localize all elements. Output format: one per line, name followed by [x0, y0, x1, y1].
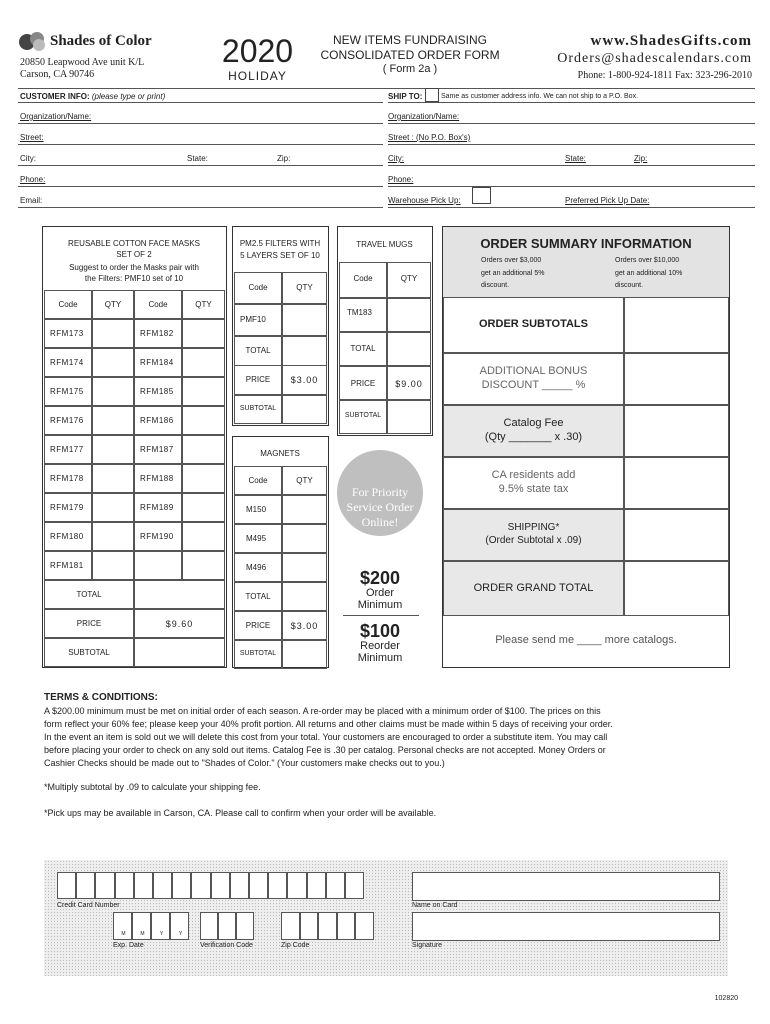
magnets-qty-header: QTY	[296, 476, 313, 485]
masks-qty-input[interactable]	[92, 551, 134, 580]
warehouse-pickup-checkbox[interactable]	[472, 187, 491, 204]
masks-qty-header: QTY	[104, 300, 122, 309]
ship-phone-field[interactable]	[388, 186, 755, 187]
pickup-date-field[interactable]	[388, 207, 755, 208]
phone-fax: Phone: 1-800-924-1811 Fax: 323-296-2010	[577, 70, 752, 81]
warehouse-pickup-label: Warehouse Pick Up:	[388, 196, 461, 205]
customer-state-label: State:	[187, 154, 208, 163]
credit-card-digit-box[interactable]	[191, 872, 210, 899]
order-subtotals-value[interactable]	[624, 297, 729, 353]
zip-digit-box[interactable]	[318, 912, 337, 940]
filters-total-value[interactable]	[282, 336, 327, 366]
mugs-total-label: TOTAL	[350, 344, 376, 353]
customer-street-field[interactable]	[18, 144, 383, 145]
same-as-label: Same as customer address info. We can not ship to a P.O. Box.	[441, 93, 639, 100]
zip-digit-box[interactable]	[281, 912, 300, 940]
bonus-a-line-1: Orders over $3,000	[481, 257, 542, 264]
magnets-subtotal-label: SUBTOTAL	[239, 650, 277, 657]
verification-digit-box[interactable]	[200, 912, 218, 940]
bonus-a-line-3: discount.	[481, 282, 510, 289]
minimum-divider	[343, 615, 419, 616]
magnets-total-value-cell[interactable]	[282, 582, 327, 611]
signature-label: Signature	[412, 942, 442, 949]
customer-email-label: Email:	[20, 196, 43, 205]
form-title-2: CONSOLIDATED ORDER FORM	[320, 48, 500, 62]
order-minimum-label-2: Minimum	[357, 599, 403, 611]
masks-qty-input[interactable]	[182, 406, 225, 435]
shipping-label: SHIPPING*	[507, 522, 560, 533]
ca-tax-label: 9.5% state tax	[498, 483, 569, 495]
mugs-title: TRAVEL MUGS	[356, 240, 413, 249]
customer-info-hint: (please type or print)	[91, 92, 166, 101]
grand-total-label: ORDER GRAND TOTAL	[473, 581, 594, 594]
masks-code-header: Code	[58, 300, 78, 309]
order-subtotals-label: ORDER SUBTOTALS	[479, 318, 588, 330]
credit-card-digit-box[interactable]	[211, 872, 230, 899]
zip-code-label: Zip Code	[281, 942, 310, 949]
customer-city-field[interactable]	[18, 165, 383, 166]
company-address-2: Carson, CA 90746	[20, 69, 95, 80]
mugs-qty-input[interactable]	[387, 298, 431, 332]
form-title-1: NEW ITEMS FUNDRAISING	[332, 33, 487, 47]
verification-digit-box[interactable]	[218, 912, 236, 940]
masks-item-code: RFM184	[140, 358, 174, 367]
mugs-subtotal-value[interactable]	[387, 400, 431, 434]
exp-date-box[interactable]	[151, 912, 170, 940]
filters-qty-header: QTY	[296, 283, 313, 292]
magnets-qty-input[interactable]	[282, 524, 327, 553]
masks-qty-input[interactable]	[92, 406, 134, 435]
terms-pickup-note: *Pick ups may be available in Carson, CA. Please call to confirm when your order will be available.	[44, 808, 437, 818]
masks-item-code: RFM189	[140, 503, 174, 512]
credit-card-digit-box[interactable]	[172, 872, 191, 899]
ship-zip-label: Zip:	[634, 154, 648, 163]
customer-organization-label: Organization/Name:	[20, 112, 92, 121]
terms-line: before placing your order to check on any sold out items. Catalog Fee is .30 per catalog. Personal checks are not accepted. Money Orders or	[44, 745, 606, 755]
reorder-minimum-label-2: Minimum	[357, 652, 403, 664]
filters-subtotal-label: SUBTOTAL	[239, 405, 277, 412]
ship-city-field[interactable]	[388, 165, 755, 166]
shipping-label: (Order Subtotal x .09)	[485, 535, 582, 546]
name-on-card-field[interactable]	[412, 872, 720, 901]
logo-text: Shades of Color	[50, 33, 152, 49]
masks-item-code: RFM187	[140, 445, 174, 454]
masks-item-code: RFM178	[50, 474, 84, 483]
masks-qty-input[interactable]	[92, 522, 134, 551]
masks-item-code: RFM180	[50, 532, 84, 541]
grand-total-value[interactable]	[624, 561, 729, 616]
logo	[18, 30, 188, 54]
header-divider	[18, 88, 755, 89]
form-code: ( Form 2a )	[382, 63, 438, 75]
summary-title: ORDER SUMMARY INFORMATION	[480, 236, 692, 251]
bonus-b-line-2: get an additional 10%	[615, 270, 683, 277]
masks-item-code: RFM181	[50, 561, 84, 570]
mugs-subtotal-label: SUBTOTAL	[344, 412, 382, 419]
magnets-qty-input[interactable]	[282, 495, 327, 524]
masks-total-label: TOTAL	[76, 590, 102, 599]
exp-date-box[interactable]	[170, 912, 189, 940]
divider	[388, 102, 755, 103]
masks-item-code: RFM179	[50, 503, 84, 512]
same-as-checkbox[interactable]	[425, 88, 439, 102]
exp-date-letter: M	[121, 931, 126, 937]
masks-qty-input[interactable]	[182, 348, 225, 377]
masks-qty-input[interactable]	[92, 493, 134, 522]
preferred-date-label: Preferred Pick Up Date:	[565, 196, 650, 205]
magnets-item-code: M150	[246, 505, 267, 514]
filters-qty-input[interactable]	[282, 304, 327, 336]
company-address-1: 20850 Leapwood Ave unit K/L	[20, 57, 145, 68]
credit-card-digit-box[interactable]	[230, 872, 249, 899]
mugs-price-value: $9.00	[395, 379, 423, 389]
filters-title-2: 5 LAYERS SET OF 10	[240, 251, 320, 260]
verification-digit-box[interactable]	[236, 912, 254, 940]
catalog-fee-label: Catalog Fee	[503, 417, 564, 429]
exp-date-letter: Y	[159, 931, 164, 937]
masks-total-value-cell[interactable]	[134, 580, 225, 609]
ship-state-label: State:	[565, 154, 586, 163]
reorder-minimum-label-1: Reorder	[360, 640, 400, 652]
ship-street-label: Street : (No P.O. Box's)	[388, 133, 471, 142]
customer-city-label: City:	[20, 154, 36, 163]
ca-tax-value[interactable]	[624, 457, 729, 509]
filters-subtotal-value[interactable]	[282, 395, 327, 424]
masks-item-code: RFM182	[140, 329, 174, 338]
masks-qty-input[interactable]	[92, 464, 134, 493]
filters-title-1: PM2.5 FILTERS WITH	[239, 239, 321, 248]
bonus-b-line-3: discount.	[615, 282, 644, 289]
season: HOLIDAY	[228, 69, 287, 83]
website: www.ShadesGifts.com	[590, 33, 752, 49]
catalog-fee-label: (Qty _______ x .30)	[484, 431, 583, 443]
masks-note-1: Suggest to order the Masks pair with	[69, 263, 199, 272]
masks-qty-input[interactable]	[92, 377, 134, 406]
filters-total-label: TOTAL	[245, 346, 271, 355]
ship-street-field[interactable]	[388, 144, 755, 145]
exp-date-letter: M	[140, 931, 145, 937]
masks-qty-input[interactable]	[92, 319, 134, 348]
magnets-total-label: TOTAL	[245, 592, 271, 601]
masks-qty-input[interactable]	[182, 522, 225, 551]
mugs-qty-header: QTY	[400, 274, 418, 283]
zip-digit-box[interactable]	[337, 912, 356, 940]
customer-phone-field[interactable]	[18, 186, 383, 187]
ship-to-title: SHIP TO:	[388, 92, 423, 101]
masks-code-cell	[134, 551, 182, 580]
masks-subtotal-value-cell[interactable]	[134, 638, 225, 667]
bonus-a-line-2: get an additional 5%	[481, 270, 545, 277]
priority-line-1: For Priority	[351, 485, 409, 499]
order-minimum-amount: $200	[359, 568, 401, 588]
credit-card-digit-box[interactable]	[345, 872, 364, 899]
mugs-total-value[interactable]	[387, 332, 431, 366]
filters-item-code: PMF10	[240, 315, 266, 324]
terms-title: TERMS & CONDITIONS:	[44, 692, 158, 703]
customer-organization-field[interactable]	[18, 123, 383, 124]
credit-card-digit-box[interactable]	[134, 872, 153, 899]
ship-phone-label: Phone:	[388, 175, 414, 184]
verification-code-label: Verification Code	[200, 942, 253, 949]
reorder-minimum-amount: $100	[359, 621, 401, 641]
bonus-discount-label: DISCOUNT _____ %	[481, 379, 586, 391]
mugs-item-code: TM183	[347, 308, 372, 317]
masks-qty-input[interactable]	[182, 435, 225, 464]
magnets-qty-input[interactable]	[282, 553, 327, 582]
masks-subtotal-label: SUBTOTAL	[68, 648, 110, 657]
filters-price-value: $3.00	[290, 375, 319, 385]
mugs-code-header: Code	[353, 274, 373, 283]
masks-item-code: RFM177	[50, 445, 84, 454]
masks-code-header: Code	[148, 300, 168, 309]
customer-zip-label: Zip:	[277, 154, 291, 163]
mugs-price-label: PRICE	[350, 379, 376, 388]
terms-line: A $200.00 minimum must be met on initial order of each season. A re-order may be placed with a minimum order of $100. The prices on this	[44, 706, 601, 716]
magnets-price-label: PRICE	[245, 621, 271, 630]
ship-organization-field[interactable]	[388, 123, 755, 124]
credit-card-number-label: Credit Card Number	[57, 902, 120, 909]
masks-item-code: RFM186	[140, 416, 174, 425]
masks-qty-input[interactable]	[182, 493, 225, 522]
shipping-value[interactable]	[624, 509, 729, 561]
masks-qty-input[interactable]	[182, 377, 225, 406]
ca-tax-label: CA residents add	[491, 469, 576, 481]
priority-badge[interactable]	[337, 450, 423, 536]
bonus-discount-value[interactable]	[624, 353, 729, 405]
year: 2020	[221, 33, 294, 69]
magnets-price-value: $3.00	[290, 621, 319, 631]
masks-qty-input[interactable]	[92, 435, 134, 464]
customer-email-field[interactable]	[18, 207, 383, 208]
exp-date-letter: Y	[178, 931, 183, 937]
masks-qty-input[interactable]	[92, 348, 134, 377]
masks-price-value: $9.60	[165, 619, 194, 629]
priority-line-2: Service Order	[346, 500, 414, 514]
masks-qty-header: QTY	[195, 300, 212, 309]
masks-qty-input[interactable]	[182, 464, 225, 493]
bonus-discount-label: ADDITIONAL BONUS	[479, 365, 588, 377]
masks-item-code: RFM175	[50, 387, 84, 396]
bonus-b-line-1: Orders over $10,000	[615, 257, 680, 264]
masks-item-code: RFM173	[50, 329, 84, 338]
magnets-title: MAGNETS	[260, 449, 300, 458]
masks-qty-input[interactable]	[182, 551, 225, 580]
credit-card-digit-box[interactable]	[249, 872, 268, 899]
signature-field[interactable]	[412, 912, 720, 941]
catalog-request: Please send me ____ more catalogs.	[495, 634, 677, 646]
masks-item-code: RFM176	[50, 416, 84, 425]
terms-line: form reflect your 60% fee; please keep your 40% profit portion. All returns and other claims must be made within 5 days of receiving your order.	[44, 719, 613, 729]
terms-line: In the event an item is sold out we will delete this cost from your total. Your customers are encouraged to order a substitute item. You may call	[44, 732, 608, 742]
ship-city-label: City:	[388, 154, 404, 163]
exp-date-box[interactable]	[113, 912, 132, 940]
credit-card-digit-box[interactable]	[287, 872, 306, 899]
masks-note-2: the Filters: PMF10 set of 10	[84, 274, 184, 283]
credit-card-digit-box[interactable]	[115, 872, 134, 899]
magnets-item-code: M496	[246, 563, 267, 572]
priority-line-3: Online!	[361, 515, 399, 529]
credit-card-digit-box[interactable]	[326, 872, 345, 899]
divider	[18, 102, 383, 103]
credit-card-digit-box[interactable]	[268, 872, 287, 899]
order-minimum-label-1: Order	[365, 587, 395, 599]
credit-card-digit-box[interactable]	[57, 872, 76, 899]
email-address: Orders@shadescalendars.com	[557, 51, 752, 66]
magnets-subtotal-value-cell[interactable]	[282, 640, 327, 669]
zip-digit-box[interactable]	[300, 912, 319, 940]
credit-card-digit-box[interactable]	[153, 872, 172, 899]
masks-price-label: PRICE	[76, 619, 102, 628]
summary-header	[443, 227, 729, 297]
footer-code: 102820	[714, 995, 738, 1002]
masks-title-2: SET OF 2	[116, 250, 152, 259]
credit-card-digit-box[interactable]	[76, 872, 95, 899]
catalog-fee-value[interactable]	[624, 405, 729, 457]
logo-icon	[18, 30, 48, 52]
ship-organization-label: Organization/Name:	[388, 112, 460, 121]
name-on-card-label: Name on Card	[412, 902, 458, 909]
credit-card-digit-box[interactable]	[307, 872, 326, 899]
credit-card-digit-box[interactable]	[95, 872, 114, 899]
masks-item-code: RFM188	[140, 474, 174, 483]
terms-line: Cashier Checks should be made out to "Shades of Color." (Your customers make checks out to you.)	[44, 758, 445, 768]
masks-title-1: REUSABLE COTTON FACE MASKS	[68, 239, 200, 248]
customer-phone-label: Phone:	[20, 175, 46, 184]
customer-street-label: Street:	[20, 133, 44, 142]
filters-price-label: PRICE	[245, 375, 271, 384]
exp-date-label: Exp. Date	[113, 942, 144, 949]
masks-qty-input[interactable]	[182, 319, 225, 348]
terms-shipping-note: *Multiply subtotal by .09 to calculate your shipping fee.	[44, 782, 261, 792]
masks-item-code: RFM185	[140, 387, 174, 396]
exp-date-box[interactable]	[132, 912, 151, 940]
magnets-code-header: Code	[248, 476, 268, 485]
customer-info-title: CUSTOMER INFO: (please type or print)	[20, 92, 166, 101]
zip-digit-box[interactable]	[355, 912, 374, 940]
masks-item-code: RFM190	[140, 532, 174, 541]
magnets-item-code: M495	[246, 534, 267, 543]
filters-code-header: Code	[248, 283, 268, 292]
masks-item-code: RFM174	[50, 358, 84, 367]
